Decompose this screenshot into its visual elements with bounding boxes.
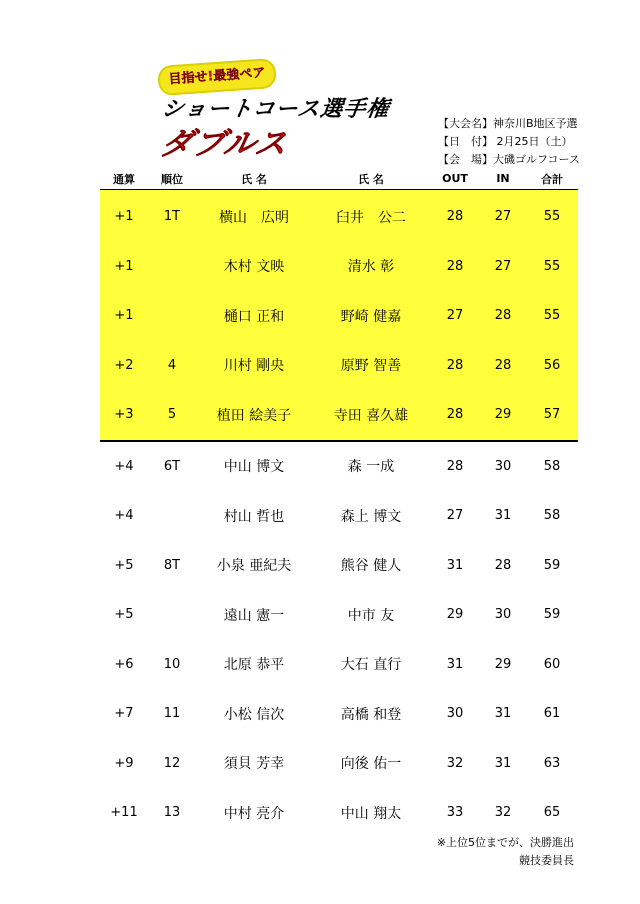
cell-name2: 向後 佑一	[340, 756, 402, 773]
cell-name2: 原野 智善	[312, 341, 430, 391]
cell-in: 30	[494, 458, 512, 474]
committee-signature: 競技委員長	[519, 854, 574, 867]
cell-in: 28	[480, 341, 526, 391]
cell-in: 27	[480, 190, 526, 242]
table-row	[100, 541, 578, 591]
cell-out: 28	[430, 390, 480, 441]
table-row	[100, 640, 578, 690]
slogan-badge: 目指せ!最強ペア	[157, 58, 277, 96]
cell-name1: 中山 博文	[223, 459, 285, 476]
cell-total: +4	[114, 458, 134, 474]
cell-out: 28	[446, 458, 464, 474]
table-row	[100, 441, 578, 492]
table-row	[100, 788, 578, 838]
cell-name2: 臼井 公二	[312, 190, 430, 242]
cell-out: 28	[430, 190, 480, 242]
cell-rank: 1T	[148, 190, 196, 242]
cell-sum: 55	[526, 190, 578, 242]
cell-rank	[148, 242, 196, 292]
qualification-note: ※上位5位までが、決勝進出	[436, 836, 574, 849]
cell-name2: 野崎 健嘉	[312, 291, 430, 341]
cell-total: +6	[114, 656, 134, 672]
cell-name1: 川村 剛央	[196, 341, 312, 391]
cell-name2: 森 一成	[347, 459, 395, 476]
cell-sum: 63	[543, 755, 561, 771]
cell-name2: 中市 友	[347, 607, 395, 624]
table-row	[100, 291, 578, 341]
cell-name2: 清水 彰	[312, 242, 430, 292]
event-name: 【大会名】神奈川B地区予選	[438, 117, 578, 130]
cell-total: +1	[100, 190, 148, 242]
cell-in: 31	[494, 706, 512, 722]
cell-sum: 58	[543, 508, 561, 524]
cell-out: 27	[446, 508, 464, 524]
tournament-title: ショートコース選手権	[159, 97, 392, 122]
cell-name1: 小松 信次	[223, 706, 285, 723]
table-row	[100, 242, 578, 292]
header-in: IN	[480, 168, 526, 190]
cell-out: 33	[446, 805, 464, 821]
cell-in: 28	[480, 291, 526, 341]
cell-total: +5	[114, 607, 134, 623]
cell-out: 30	[446, 706, 464, 722]
table-header-row	[100, 168, 578, 190]
results-table	[100, 168, 578, 838]
cell-sum: 65	[543, 805, 561, 821]
cell-name1: 須貝 芳幸	[223, 756, 285, 773]
cell-name2: 寺田 喜久雄	[312, 390, 430, 441]
table-row	[100, 190, 578, 242]
cell-out: 29	[446, 607, 464, 623]
header-sum: 合計	[526, 168, 578, 190]
table-row	[100, 689, 578, 739]
cell-in: 31	[494, 508, 512, 524]
cell-sum: 58	[543, 458, 561, 474]
cell-rank: 10	[163, 656, 181, 672]
cell-sum: 59	[543, 557, 561, 573]
cell-name1: 植田 絵美子	[196, 390, 312, 441]
event-venue: 【会 場】大磯ゴルフコース	[438, 153, 580, 166]
cell-rank	[148, 491, 196, 541]
cell-rank: 5	[148, 390, 196, 441]
cell-rank	[148, 291, 196, 341]
cell-name1: 遠山 憲一	[223, 607, 285, 624]
cell-total: +2	[100, 341, 148, 391]
cell-total: +7	[114, 706, 134, 722]
cell-sum: 59	[543, 607, 561, 623]
cell-in: 32	[494, 805, 512, 821]
cell-out: 32	[446, 755, 464, 771]
event-date: 【日 付】 2月25日（土）	[438, 135, 573, 148]
cell-out: 28	[430, 341, 480, 391]
cell-name1: 横山 広明	[196, 190, 312, 242]
cell-total: +5	[114, 557, 134, 573]
footer-note	[437, 834, 574, 870]
cell-sum: 55	[526, 242, 578, 292]
cell-name1: 木村 文映	[196, 242, 312, 292]
cell-sum: 61	[543, 706, 561, 722]
cell-name2: 森上 博文	[340, 508, 402, 525]
cell-total: +11	[110, 805, 138, 821]
header-name2: 氏 名	[312, 168, 430, 190]
cell-sum: 60	[543, 656, 561, 672]
cell-name2: 熊谷 健人	[340, 558, 402, 575]
cell-rank: 11	[163, 706, 181, 722]
cell-in: 31	[494, 755, 512, 771]
table-row	[100, 341, 578, 391]
cell-in: 29	[494, 656, 512, 672]
cell-name2: 中山 翔太	[340, 805, 402, 822]
table-row	[100, 739, 578, 789]
cell-in: 28	[494, 557, 512, 573]
header-out: OUT	[430, 168, 480, 190]
cell-out: 31	[446, 656, 464, 672]
cell-out: 27	[430, 291, 480, 341]
cell-rank: 12	[163, 755, 181, 771]
cell-out: 28	[430, 242, 480, 292]
event-info	[438, 115, 580, 169]
cell-total: +1	[100, 242, 148, 292]
cell-rank: 8T	[163, 557, 181, 573]
header-name1: 氏 名	[196, 168, 312, 190]
cell-in: 30	[494, 607, 512, 623]
cell-in: 29	[480, 390, 526, 441]
header-rank: 順位	[148, 168, 196, 190]
cell-out: 31	[446, 557, 464, 573]
cell-sum: 56	[526, 341, 578, 391]
table-row	[100, 491, 578, 541]
header-total: 通算	[100, 168, 148, 190]
cell-sum: 57	[526, 390, 578, 441]
cell-name1: 北原 恭平	[223, 657, 285, 674]
table-row	[100, 590, 578, 640]
cell-name2: 大石 直行	[340, 657, 402, 674]
cell-sum: 55	[526, 291, 578, 341]
cell-total: +3	[100, 390, 148, 441]
cell-total: +4	[114, 508, 134, 524]
tournament-subtitle: ダブルス	[158, 126, 291, 162]
cell-name1: 中村 亮介	[223, 805, 285, 822]
cell-in: 27	[480, 242, 526, 292]
cell-rank: 13	[163, 805, 181, 821]
table-row	[100, 390, 578, 441]
cell-rank: 6T	[163, 458, 181, 474]
cell-name2: 高橋 和登	[340, 706, 402, 723]
cell-rank	[148, 590, 196, 640]
cell-name1: 村山 哲也	[223, 508, 285, 525]
cell-total: +9	[114, 755, 134, 771]
cell-total: +1	[100, 291, 148, 341]
cell-name1: 小泉 亜紀夫	[216, 558, 292, 575]
cell-name1: 樋口 正和	[196, 291, 312, 341]
cell-rank: 4	[148, 341, 196, 391]
